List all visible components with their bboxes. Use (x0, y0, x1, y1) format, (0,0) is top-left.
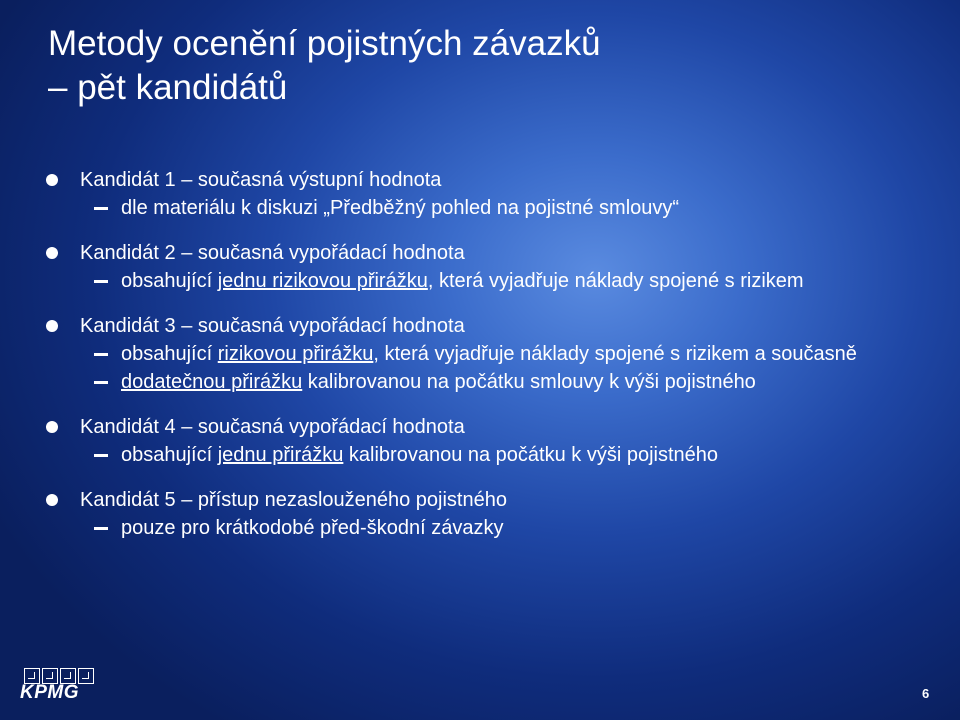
underlined-term: jednu přirážku (217, 444, 344, 466)
dash-bullet-icon (94, 454, 108, 457)
underlined-term: jednu rizikovou přirážku (217, 270, 428, 292)
candidate-2-heading: Kandidát 2 – současná vypořádací hodnota (80, 242, 465, 264)
dash-bullet-icon (94, 353, 108, 356)
dash-bullet-icon (94, 280, 108, 283)
dash-bullet-icon (94, 381, 108, 384)
candidate-1 (44, 168, 924, 221)
logo-text: KPMG (20, 682, 79, 703)
dash-bullet-icon (94, 527, 108, 530)
bullet-dot-icon (46, 247, 58, 259)
bullet-dot-icon (46, 494, 58, 506)
candidate-2 (44, 241, 924, 294)
candidate-3-heading: Kandidát 3 – současná vypořádací hodnota (80, 315, 465, 337)
slide-title (48, 22, 601, 110)
title-line-1: Metody ocenění pojistných závazků (48, 24, 601, 63)
candidate-5 (44, 488, 924, 541)
bullet-list (44, 168, 924, 561)
candidate-5-detail: pouze pro krátkodobé před-škodní závazky (121, 517, 504, 539)
underlined-term: rizikovou přirážku (217, 343, 374, 365)
candidate-5-heading: Kandidát 5 – přístup nezaslouženého pojistného (80, 489, 507, 511)
candidate-1-detail: dle materiálu k diskuzi „Předběžný pohled na pojistné smlouvy“ (121, 197, 680, 219)
candidate-4 (44, 415, 924, 468)
candidate-4-detail: obsahující jednu přirážku kalibrovanou na počátku k výši pojistného (121, 444, 719, 466)
candidate-3-detail-1: obsahující rizikovou přirážku, která vyjadřuje náklady spojené s rizikem a současně (121, 343, 857, 365)
bullet-dot-icon (46, 174, 58, 186)
candidate-2-detail: obsahující jednu rizikovou přirážku, která vyjadřuje náklady spojené s rizikem (121, 270, 804, 292)
underlined-term: dodatečnou přirážku (121, 371, 303, 393)
candidate-4-heading: Kandidát 4 – současná vypořádací hodnota (80, 416, 465, 438)
title-line-2: – pět kandidátů (48, 68, 288, 107)
bullet-dot-icon (46, 421, 58, 433)
dash-bullet-icon (94, 207, 108, 210)
candidate-3 (44, 314, 924, 395)
kpmg-logo (20, 668, 94, 704)
candidate-3-detail-2: dodatečnou přirážku kalibrovanou na počátku smlouvy k výši pojistného (121, 371, 756, 393)
candidate-1-heading: Kandidát 1 – současná výstupní hodnota (80, 169, 442, 191)
bullet-dot-icon (46, 320, 58, 332)
page-number: 6 (922, 686, 930, 701)
